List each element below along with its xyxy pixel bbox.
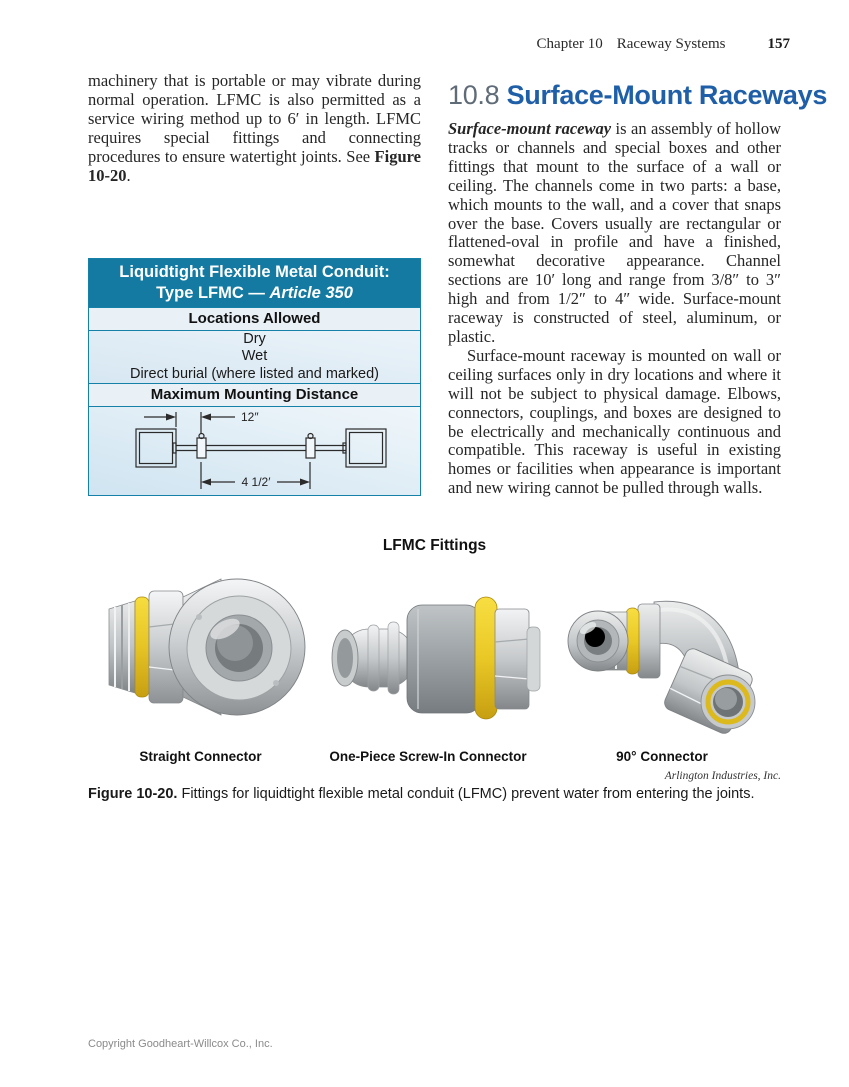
figure-10-20 — [88, 537, 781, 803]
table-title-line1: Liquidtight Flexible Metal Conduit: — [119, 263, 390, 281]
left-column — [88, 72, 421, 185]
figure-caption: Figure 10-20. Fittings for liquidtight flexible metal conduit (LFMC) prevent water from entering the joints. — [88, 786, 755, 802]
location-row: Dry — [243, 331, 266, 347]
right-column — [448, 80, 828, 498]
mounting-distance-diagram — [89, 407, 420, 495]
key-term: Surface-mount raceway — [448, 119, 612, 138]
photo-straight-connector — [88, 559, 313, 747]
straight-connector-image — [95, 565, 307, 731]
locations-allowed-rows — [89, 331, 420, 383]
screw-in-connector-image — [314, 559, 542, 735]
figure-reference: Figure 10-20 — [88, 146, 421, 185]
chapter-label: Chapter 10 — [536, 36, 603, 52]
table-title — [89, 259, 420, 307]
figure-photos — [88, 559, 781, 747]
lfmc-summary-table — [88, 258, 421, 496]
intro-text-end: . — [126, 165, 131, 185]
dimension-label-bottom: 4 1/2′ — [241, 474, 271, 489]
location-row: Direct burial (where listed and marked) — [129, 365, 379, 382]
locations-allowed-header: Locations Allowed — [89, 307, 420, 331]
mounting-distance-header: Maximum Mounting Distance — [89, 383, 420, 407]
figure-caption-label: Figure 10-20. — [88, 786, 178, 802]
intro-paragraph — [88, 72, 421, 185]
photo-credit: Arlington Industries, Inc. — [664, 770, 781, 782]
article-reference: Article 350 — [269, 283, 353, 302]
photo-90-connector — [543, 559, 781, 747]
caption-screw-in-connector: One-Piece Screw-In Connector — [329, 749, 527, 764]
section-paragraph-1: Surface-mount raceway is an assembly of hollow tracks or channels and special boxes and other fittings that mount to the surface of a wall or ceiling. The channels come in two parts: a base, which mounts to the wall, and a cover that snaps over the base. Covers usually are rectangular or flattened-oval in profile and have a finished, somewhat decorative appearance. Channel sections are 10′ long and range from 3/8″ to 3″ high and from 1/2″ to 4″ wide. Surface-mount raceway is constructed of steel, aluminum, or plastic. — [448, 119, 781, 346]
section-heading — [448, 80, 828, 110]
location-row: Wet — [241, 348, 268, 365]
dimension-label-top: 12″ — [241, 409, 259, 424]
caption-90-connector: 90° Connector — [616, 749, 708, 764]
section-number: 10.8 — [448, 80, 500, 110]
photo-captions — [88, 749, 781, 764]
ninety-degree-connector-image — [556, 580, 768, 738]
mounting-diagram-drawing — [89, 407, 420, 495]
running-head — [537, 36, 790, 53]
figure-title: LFMC Fittings — [382, 537, 487, 554]
page-number: 157 — [767, 36, 790, 52]
table-title-line2: Type LFMC — Article 350 — [156, 283, 353, 302]
caption-straight-connector: Straight Connector — [139, 749, 262, 764]
intro-text: machinery that is portable or may vibrate during normal operation. LFMC is also permitted as a service wiring method up to 6′ in length. LFMC requires special fittings and connecting procedures to ensure watertight joints. See — [88, 71, 421, 166]
chapter-section-label: Raceway Systems — [616, 36, 726, 52]
section-title: Surface-Mount Raceways — [506, 80, 828, 110]
copyright-notice: Copyright Goodheart-Willcox Co., Inc. — [88, 1038, 273, 1050]
photo-screw-in-connector — [313, 559, 543, 747]
section-paragraph-2: Surface-mount raceway is mounted on wall or ceiling surfaces only in dry locations and where it will not be subject to physical damage. Elbows, connectors, couplings, and boxes are designed to be electrically and mechanically continuous and compatible. This raceway is useful in existing homes or facilities when appearance is important and new wiring cannot be pulled through walls. — [448, 345, 781, 498]
